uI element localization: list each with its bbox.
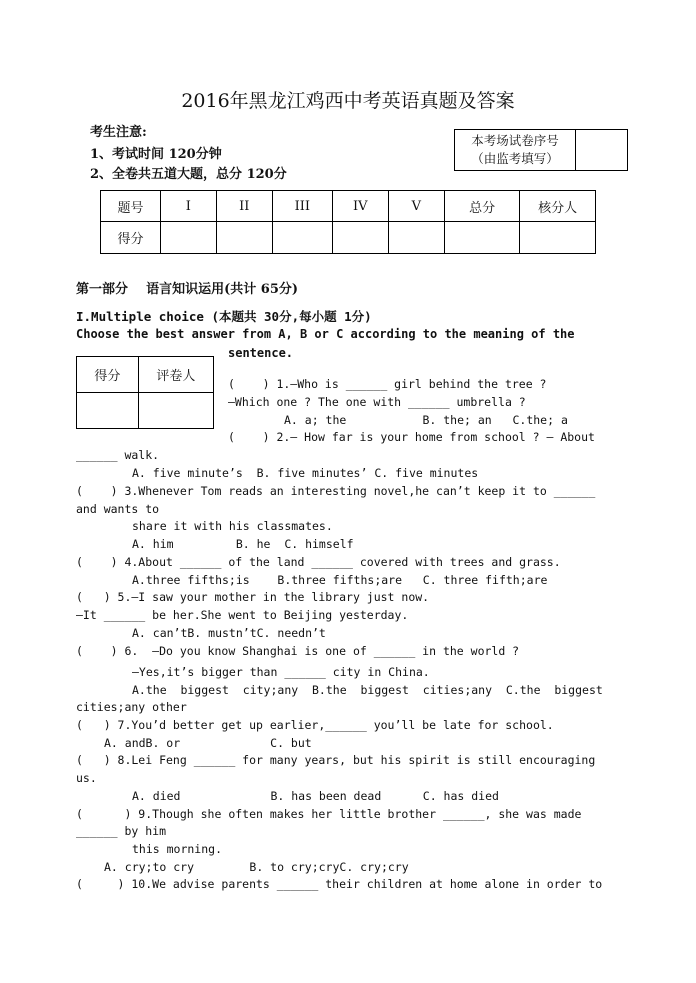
- score-cell[interactable]: [388, 222, 444, 254]
- score-header-cell: 题号: [101, 191, 161, 222]
- score-cell[interactable]: [160, 222, 216, 254]
- question-6-line1: ( ) 6. —Do you know Shanghai is one of ______ in the world ?: [76, 644, 520, 658]
- question-2-line1: ( ) 2.— How far is your home from school ? — About: [228, 430, 595, 444]
- question-4-line1: ( ) 4.About ______ of the land ______ covered with trees and grass.: [76, 555, 561, 569]
- question-9-options: A. cry;to cry B. to cry;cryC. cry;cry: [104, 860, 409, 874]
- part-heading: 第一部分 语言知识运用(共计 65分): [76, 282, 299, 297]
- mc-instruction-line2: sentence.: [228, 346, 294, 360]
- score-header-cell: V: [388, 191, 444, 222]
- score-header-cell: II: [216, 191, 272, 222]
- notice-item-2: 2、全卷共五道大题，总分 120分: [90, 167, 287, 182]
- question-3-options: A. him B. he C. himself: [132, 537, 354, 551]
- question-2-line2: ______ walk.: [76, 448, 160, 462]
- question-3-line1: ( ) 3.Whenever Tom reads an interesting novel,he can’t keep it to ______: [76, 484, 596, 498]
- seat-number-field[interactable]: [576, 130, 628, 171]
- question-2-options: A. five minute’s B. five minutes’ C. five minutes: [132, 466, 479, 480]
- score-header-cell: I: [160, 191, 216, 222]
- grader-score-label: 得分: [77, 357, 139, 393]
- notice-item-1: 1、考试时间 120分钟: [90, 147, 222, 162]
- score-table: [100, 190, 596, 254]
- score-cell[interactable]: [272, 222, 332, 254]
- seat-number-box: [454, 129, 628, 171]
- grader-score-cell[interactable]: [77, 393, 139, 429]
- score-header-cell: 总分: [444, 191, 520, 222]
- question-8-line2: us.: [76, 771, 97, 785]
- question-3-line3: share it with his classmates.: [132, 519, 333, 533]
- score-cell[interactable]: [332, 222, 388, 254]
- score-header-cell: IV: [332, 191, 388, 222]
- question-1-line2: —Which one ? The one with ______ umbrella ?: [228, 395, 526, 409]
- score-cell[interactable]: [444, 222, 520, 254]
- notice-heading: 考生注意:: [90, 125, 147, 140]
- question-6-line2: —Yes,it’s bigger than ______ city in China.: [132, 665, 430, 679]
- grader-table: [76, 356, 214, 429]
- question-9-line1: ( ) 9.Though she often makes her little brother ______, she was made: [76, 807, 582, 821]
- grader-name-label: 评卷人: [138, 357, 213, 393]
- score-cell[interactable]: [216, 222, 272, 254]
- mc-heading: I.Multiple choice (本题共 30分,每小题 1分): [76, 309, 372, 324]
- question-10-line1: ( ) 10.We advise parents ______ their children at home alone in order to: [76, 877, 603, 891]
- seat-number-label: [455, 130, 576, 171]
- question-1-line1: ( ) 1.—Who is ______ girl behind the tree ?: [228, 377, 547, 391]
- question-6-options: A.the biggest city;any B.the biggest cities;any C.the biggest: [132, 683, 603, 697]
- question-5-line2: —It ______ be her.She went to Beijing yesterday.: [76, 608, 409, 622]
- question-4-options: A.three fifths;is B.three fifths;are C. three fifth;are: [132, 573, 548, 587]
- question-5-line1: ( ) 5.—I saw your mother in the library just now.: [76, 590, 430, 604]
- question-9-line3: this morning.: [132, 842, 223, 856]
- question-9-line2: ______ by him: [76, 824, 167, 838]
- seat-label-line2: （由监考填写）: [471, 151, 559, 166]
- score-cell[interactable]: [520, 222, 596, 254]
- score-header-cell: 核分人: [520, 191, 596, 222]
- question-5-options: A. can’tB. mustn’tC. needn’t: [132, 626, 326, 640]
- seat-label-line1: 本考场试卷序号: [471, 133, 559, 148]
- page-title: 2016年黑龙江鸡西中考英语真题及答案: [181, 90, 515, 112]
- question-7-line1: ( ) 7.You’d better get up earlier,______ you’ll be late for school.: [76, 718, 554, 732]
- score-row-label: 得分: [101, 222, 161, 254]
- question-6-options-cont: cities;any other: [76, 700, 187, 714]
- score-header-cell: III: [272, 191, 332, 222]
- question-7-options: A. andB. or C. but: [104, 736, 312, 750]
- mc-instruction-line1: Choose the best answer from A, B or C according to the meaning of the: [76, 327, 575, 341]
- question-1-options: A. a; the B. the; an C.the; a: [284, 413, 568, 427]
- question-8-options: A. died B. has been dead C. has died: [132, 789, 499, 803]
- question-8-line1: ( ) 8.Lei Feng ______ for many years, but his spirit is still encouraging: [76, 753, 596, 767]
- grader-name-cell[interactable]: [138, 393, 213, 429]
- question-3-line2: and wants to: [76, 502, 160, 516]
